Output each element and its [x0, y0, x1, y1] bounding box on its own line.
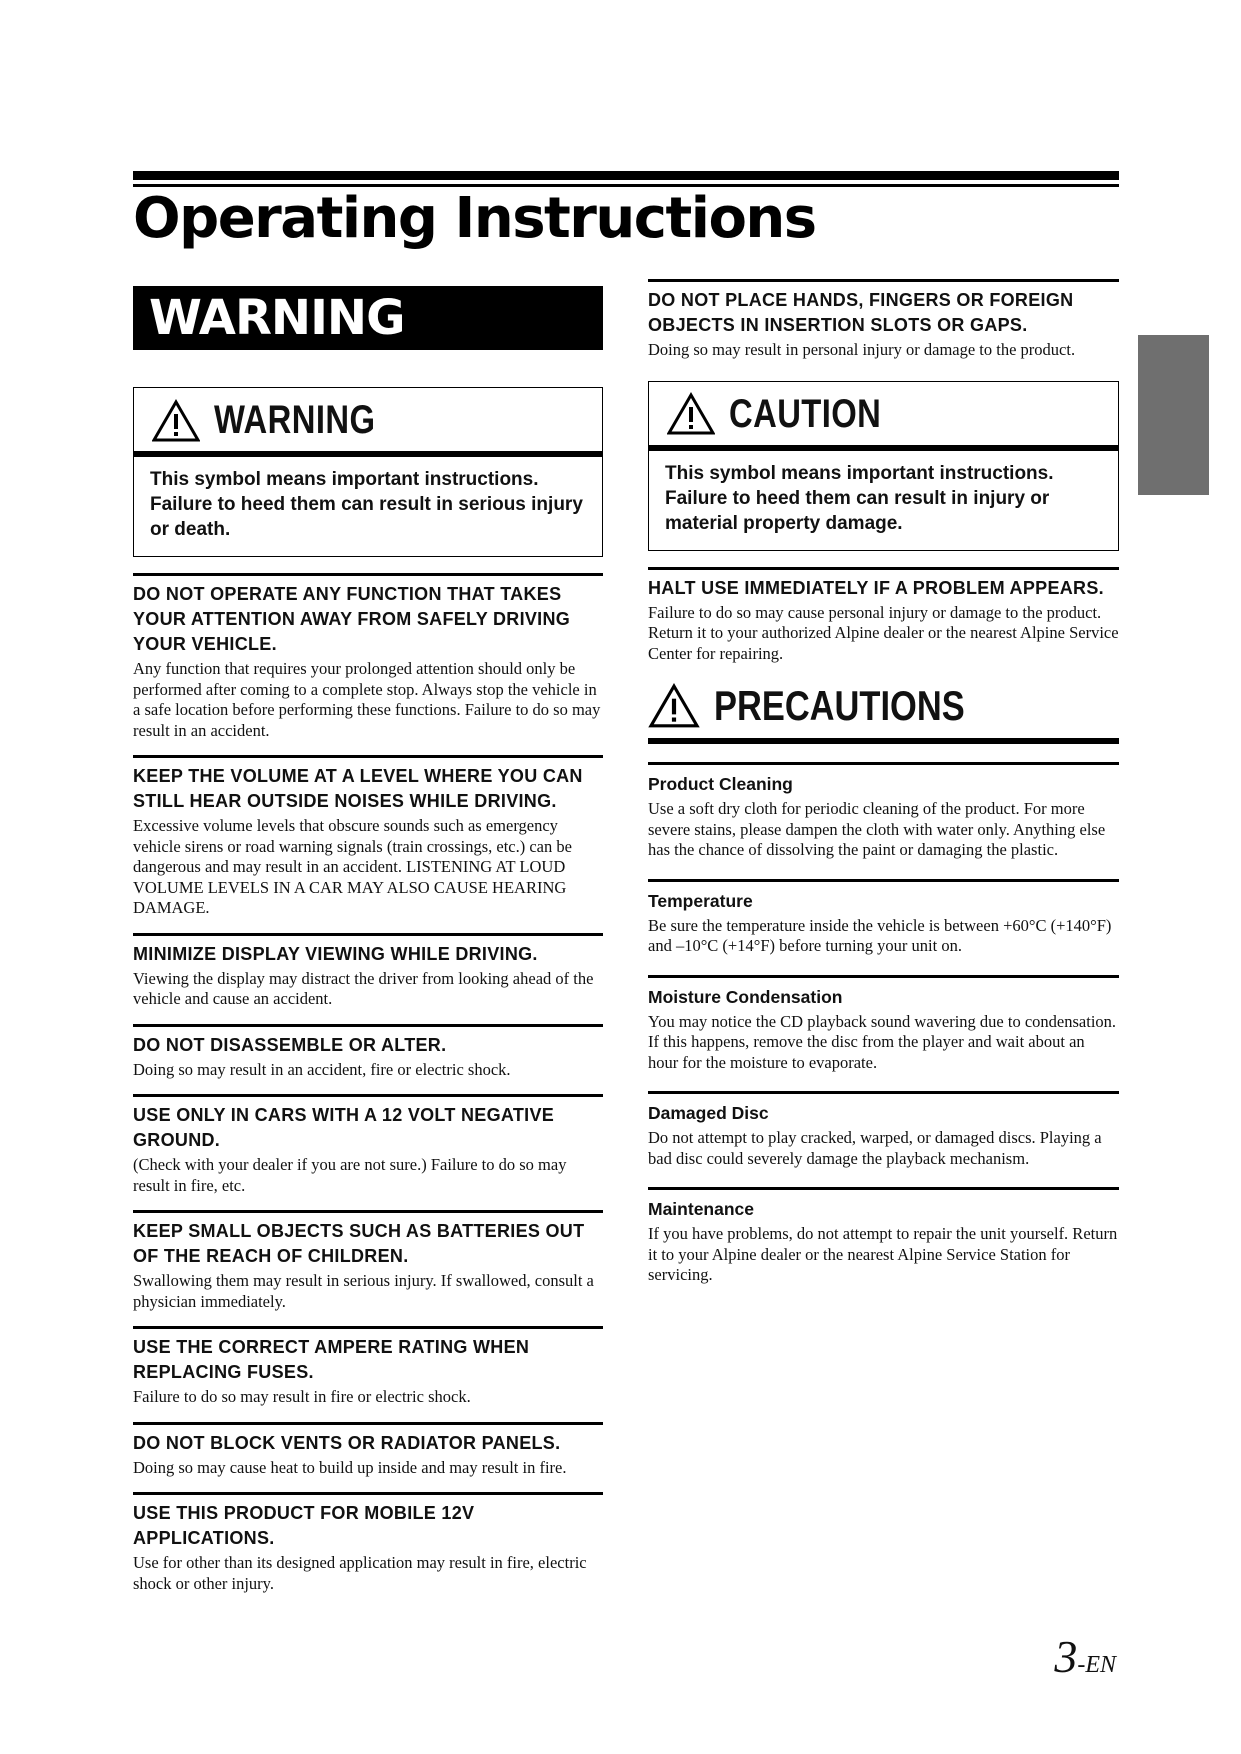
- warning-item: [133, 1492, 603, 1594]
- precaution-heading: Product Cleaning: [648, 774, 793, 794]
- item-heading: USE ONLY IN CARS WITH A 12 VOLT NEGATIVE GROUND.: [133, 1105, 555, 1150]
- caution-item: [648, 567, 1119, 665]
- warning-item: [133, 933, 603, 1010]
- left-column: [133, 387, 603, 1594]
- caution-triangle-icon: [667, 392, 715, 436]
- item-heading: KEEP THE VOLUME AT A LEVEL WHERE YOU CAN STILL HEAR OUTSIDE NOISES WHILE DRIVING.: [133, 766, 583, 811]
- warning-box: [133, 387, 603, 557]
- item-heading: KEEP SMALL OBJECTS SUCH AS BATTERIES OUT OF THE REACH OF CHILDREN.: [133, 1221, 585, 1266]
- warning-item: [133, 1024, 603, 1081]
- item-body: Failure to do so may result in fire or electric shock.: [133, 1387, 471, 1406]
- warning-item: [133, 573, 603, 741]
- item-body: Swallowing them may result in serious injury. If swallowed, consult a physician immediately.: [133, 1271, 594, 1311]
- header-rule-thick: [133, 171, 1119, 180]
- precaution-body: Do not attempt to play cracked, warped, or damaged discs. Playing a bad disc could severely damage the playback mechanism.: [648, 1128, 1102, 1168]
- warning-box-header: [134, 388, 602, 457]
- item-heading: DO NOT BLOCK VENTS OR RADIATOR PANELS.: [133, 1432, 561, 1453]
- item-heading: DO NOT PLACE HANDS, FINGERS OR FOREIGN OBJECTS IN INSERTION SLOTS OR GAPS.: [648, 290, 1074, 335]
- item-body: Viewing the display may distract the driver from looking ahead of the vehicle and cause an accident.: [133, 968, 594, 1008]
- warning-item: [648, 279, 1119, 361]
- item-heading: HALT USE IMMEDIATELY IF A PROBLEM APPEARS.: [648, 577, 1104, 598]
- item-heading: MINIMIZE DISPLAY VIEWING WHILE DRIVING.: [133, 943, 538, 964]
- right-column: [648, 279, 1119, 1286]
- precaution-body: Be sure the temperature inside the vehicle is between +60°C (+140°F) and –10°C (+14°F) before turning your unit on.: [648, 915, 1112, 955]
- precaution-item: [648, 1187, 1119, 1286]
- precautions-heading: PRECAUTIONS: [714, 682, 965, 729]
- precaution-body: You may notice the CD playback sound wavering due to condensation. If this happens, remove the disc from the player and wait about an hour for the moisture to evaporate.: [648, 1011, 1117, 1072]
- item-body: Failure to do so may cause personal injury or damage to the product. Return it to your authorized Alpine dealer or the nearest Alpine Service Center for repairing.: [648, 602, 1119, 663]
- precaution-body: Use a soft dry cloth for periodic cleaning of the product. For more severe stains, please dampen the cloth with water only. Anything else has the chance of dissolving the paint or damaging the plastic.: [648, 799, 1106, 859]
- item-body: Any function that requires your prolonged attention should only be performed after coming to a complete stop. Always stop the vehicle in a safe location before performing these functions. Failure to do so may result in an accident.: [133, 659, 601, 740]
- warning-item: [133, 1422, 603, 1479]
- page-number-value: 3: [1054, 1631, 1078, 1682]
- warning-box-text: This symbol means important instructions. Failure to heed them can result in serious injury or death.: [150, 469, 583, 540]
- item-heading: USE THIS PRODUCT FOR MOBILE 12V APPLICATIONS.: [133, 1503, 475, 1548]
- precaution-item: [648, 762, 1119, 861]
- precaution-heading: Damaged Disc: [648, 1103, 769, 1123]
- page-title: Operating Instructions: [133, 186, 816, 251]
- item-heading: USE THE CORRECT AMPERE RATING WHEN REPLACING FUSES.: [133, 1337, 530, 1382]
- warning-triangle-icon: [152, 399, 200, 443]
- precaution-heading: Moisture Condensation: [648, 986, 843, 1007]
- warning-item: [133, 755, 603, 919]
- item-body: (Check with your dealer if you are not sure.) Failure to do so may result in fire, etc.: [133, 1155, 567, 1195]
- precaution-item: [648, 975, 1119, 1074]
- warning-banner: WARNING: [133, 286, 603, 350]
- item-heading: DO NOT DISASSEMBLE OR ALTER.: [133, 1034, 447, 1055]
- item-body: Doing so may result in personal injury or damage to the product.: [648, 340, 1076, 359]
- side-tab: [1138, 335, 1209, 495]
- precaution-heading: Maintenance: [648, 1199, 754, 1219]
- item-heading: DO NOT OPERATE ANY FUNCTION THAT TAKES YOUR ATTENTION AWAY FROM SAFELY DRIVING YOUR VEHICLE.: [133, 584, 571, 654]
- precautions-triangle-icon: [648, 683, 700, 729]
- precautions-header: [648, 682, 1119, 744]
- caution-box-header: [649, 382, 1118, 451]
- item-body: Use for other than its designed application may result in fire, electric shock or other injury.: [133, 1553, 587, 1593]
- precaution-heading: Temperature: [648, 890, 753, 911]
- precaution-body: If you have problems, do not attempt to repair the unit yourself. Return it to your Alpine dealer or the nearest Alpine Service Station for servicing.: [648, 1224, 1118, 1284]
- precaution-item: [648, 879, 1119, 957]
- precaution-items: [648, 762, 1119, 1286]
- item-body: Doing so may result in an accident, fire or electric shock.: [133, 1059, 511, 1079]
- item-body: Excessive volume levels that obscure sounds such as emergency vehicle sirens or road warning signals (train crossings, etc.) can be dangerous and may result in an accident. LISTENING AT LOUD VOLUME LEVELS IN A CAR MAY ALSO CAUSE HEARING DAMAGE.: [133, 816, 572, 917]
- precaution-item: [648, 1091, 1119, 1169]
- warning-box-heading: WARNING: [214, 398, 376, 442]
- warning-item: [133, 1210, 603, 1312]
- page-number: [1054, 1630, 1116, 1683]
- caution-box-heading: CAUTION: [729, 391, 882, 436]
- item-body: Doing so may cause heat to build up inside and may result in fire.: [133, 1457, 567, 1477]
- warning-item: [133, 1094, 603, 1196]
- caution-box-text: This symbol means important instructions. Failure to heed them can result in injury or material property damage.: [665, 462, 1054, 534]
- caution-box: [648, 381, 1119, 551]
- page-number-suffix: -EN: [1077, 1652, 1116, 1678]
- warning-item: [133, 1326, 603, 1408]
- warning-items: [133, 573, 603, 1594]
